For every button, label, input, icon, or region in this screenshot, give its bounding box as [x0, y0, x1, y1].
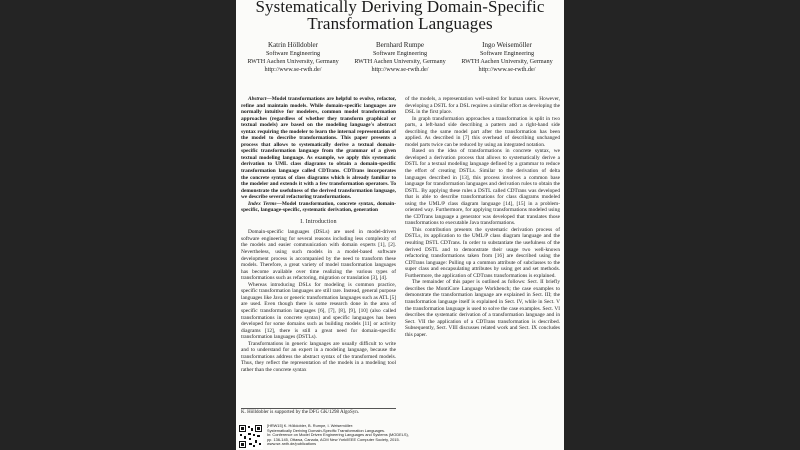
author-url[interactable]: http://www.se-rwth.de/ [371, 66, 429, 74]
paper-title-line-1: Systematically Deriving Domain-Specific [255, 0, 545, 16]
citation-line: In: Conference on Model Driven Engineering Languages and Systems (MODELS), [267, 432, 409, 438]
index-terms-label: Index Terms— [248, 200, 282, 207]
abstract-label: Abstract— [248, 96, 272, 102]
author-dept: Software Engineering [479, 50, 535, 57]
abstract-text: Model transformations are helpful to evolve, refactor, refine and maintain models. While domain-specific languages are normally intuitive for modelers, common model transformation approaches (regardless of whether they transform graphical or textual models) are based on the modeling language's abstract syntax requiring the modeler to learn the internal representation of the model to describe transformations. This paper presents a process that allows to systematically derive a textual domain-specific transformation language from the grammar of a given textual modeling language. As example, we apply this systematic derivation to UML class diagrams to obtain a domain-specific transformation language called CDTrans. CDTrans incorporates the concrete syntax of class diagrams which is already familiar to the modeler and extends it with a few transformation operators. To demonstrate the usefulness of the derived transformation language, we describe several refactoring transformations. [241, 96, 396, 201]
author-block [452, 41, 562, 75]
index-terms [241, 201, 396, 214]
author-affiliation: RWTH Aachen University, Germany [247, 58, 339, 66]
citation-block [267, 424, 467, 447]
author-block [238, 41, 348, 75]
author-affiliation: RWTH Aachen University, Germany [461, 58, 553, 66]
body-paragraph: In graph transformation approaches a transformation is split in two parts, a left-hand side describing a pattern and a right-hand side describing the same model part after the transformation has been applied. As described in [7] this overhead of describing unchanged model parts twice can be reduced by using an integrated notation. [405, 115, 560, 148]
paper-page [236, 0, 564, 450]
author-name: Katrin Hölldobler [268, 41, 318, 49]
section-heading: I. Introduction [300, 218, 337, 225]
author-dept: Software Engineering [265, 50, 321, 57]
abstract [241, 96, 396, 201]
body-paragraph: Transformations in generic languages are usually difficult to write and to understand for an expert in a modeling language, because the transformations address the abstract syntax of the transformed models. Thus, they reflect the representation of the models in a modeling tool rather than the concrete syntax [241, 340, 396, 373]
body-paragraph: Based on the idea of transformations in concrete syntax, we developed a derivation process that allows to systematically derive a DSTL for a textual modeling language defined by a grammar to reduce the effort of creating DSTLs. Similar to the derivation of delta languages described in [13], this process involves a common base language for transformation languages and derivation rules to obtain the DSTL. By applying these rules a DSTL called CDTrans was developed that is able to describe transformations for class diagrams modeled using the UML/P class diagram language [14], [15] in a problem-oriented way. Furthermore, for applying transformations modeled using the CDTrans language a generator was developed that translates those transformations to executable Java transformations. [405, 148, 560, 227]
author-name: Bernhard Rumpe [375, 41, 424, 49]
citation-line: pp. 136-145, Ottawa, Canada, ACM New York/IEEE Computer Society, 2015. [267, 436, 400, 442]
author-name: Ingo Weisemöller [482, 41, 532, 49]
author-affiliation: RWTH Aachen University, Germany [354, 58, 446, 66]
citation-url[interactable]: www.se-rwth.de/publications [267, 441, 317, 447]
author-block [345, 41, 455, 75]
body-paragraph: of the models, a representation well-suited for human users. However, developing a DSTL for a DSL requires a similar effort as developing the DSL in the first place. [405, 96, 560, 116]
body-paragraph: Domain-specific languages (DSLs) are used in model-driven software engineering for several reasons including less complexity of the models and easier communication with domain experts [1], [2]. Nevertheless, using such models in a model-based software development process is accompanied by the need to transform these models. Therefore, a great variety of model transformation languages has become available over time realizing the various types of transformations such as refactoring, migration or translation [3], [4]. [241, 229, 396, 282]
author-url[interactable]: http://www.se-rwth.de/ [264, 66, 322, 74]
right-column [405, 96, 560, 338]
author-url[interactable]: http://www.se-rwth.de/ [478, 66, 536, 74]
body-paragraph: This contribution presents the systematic derivation process of DSTLs, its application to the UML/P class diagram language and the resulting DSTL CDTrans. In order to substantiate the usefulness of the derived DSTL and to demonstrate their usage two well-known refactoring transformations taken from [16] are described using the CDTrans language: Pulling up a common attribute of subclasses to the super class and encapsulating attributes by using get and set methods. Furthermore, the application of CDTrans transformations is explained. [405, 226, 560, 279]
index-terms-text: Model transformation, concrete syntax, domain-specific, language-specific, systematic derivation, generation [241, 200, 396, 214]
body-paragraph: Whereas introducing DSLs for modeling is common practice, specific transformation languages are still rare. Instead, general purpose languages like Java or generic transformation languages such as ATL [5] are used. Even though there is some research done in the area of specific transformation languages [6], [7], [8], [9], [10] (also called transformations in concrete syntax) and specific languages has been developed for some domains such as building models [11] or activity diagrams [12], there is still a great need for domain-specific transformation languages (DSTLs). [241, 281, 397, 341]
paper-title-line-2: Transformation Languages [307, 14, 493, 33]
body-paragraph: The remainder of this paper is outlined as follows: Sect. II briefly describes the MontiCore Language Workbench; the case examples to demonstrate the transformation language are explained in Sect. III; the transformation language itself is explained in Sect. IV, while in Sect. V the transformation language is used to solve the case examples. Sect. VI describes the systematic derivation of a transformation language and in Sect. VII the application of a CDTrans transformation is described. Subsequently, Sect. VIII discusses related work and Sect. IX concludes this paper. [405, 279, 560, 338]
footnote: K. Hölldobler is supported by the DFG GK/1298 AlgoSyn. [241, 408, 396, 416]
left-column [241, 96, 396, 373]
citation-line: Systematically Deriving Domain-Specific Transformation Languages. [267, 427, 386, 433]
qr-code-icon [238, 424, 263, 449]
citation-line: [HRW15] K. Hölldobler, B. Rumpe, I. Weisemöller: [267, 423, 354, 428]
author-dept: Software Engineering [372, 50, 428, 57]
